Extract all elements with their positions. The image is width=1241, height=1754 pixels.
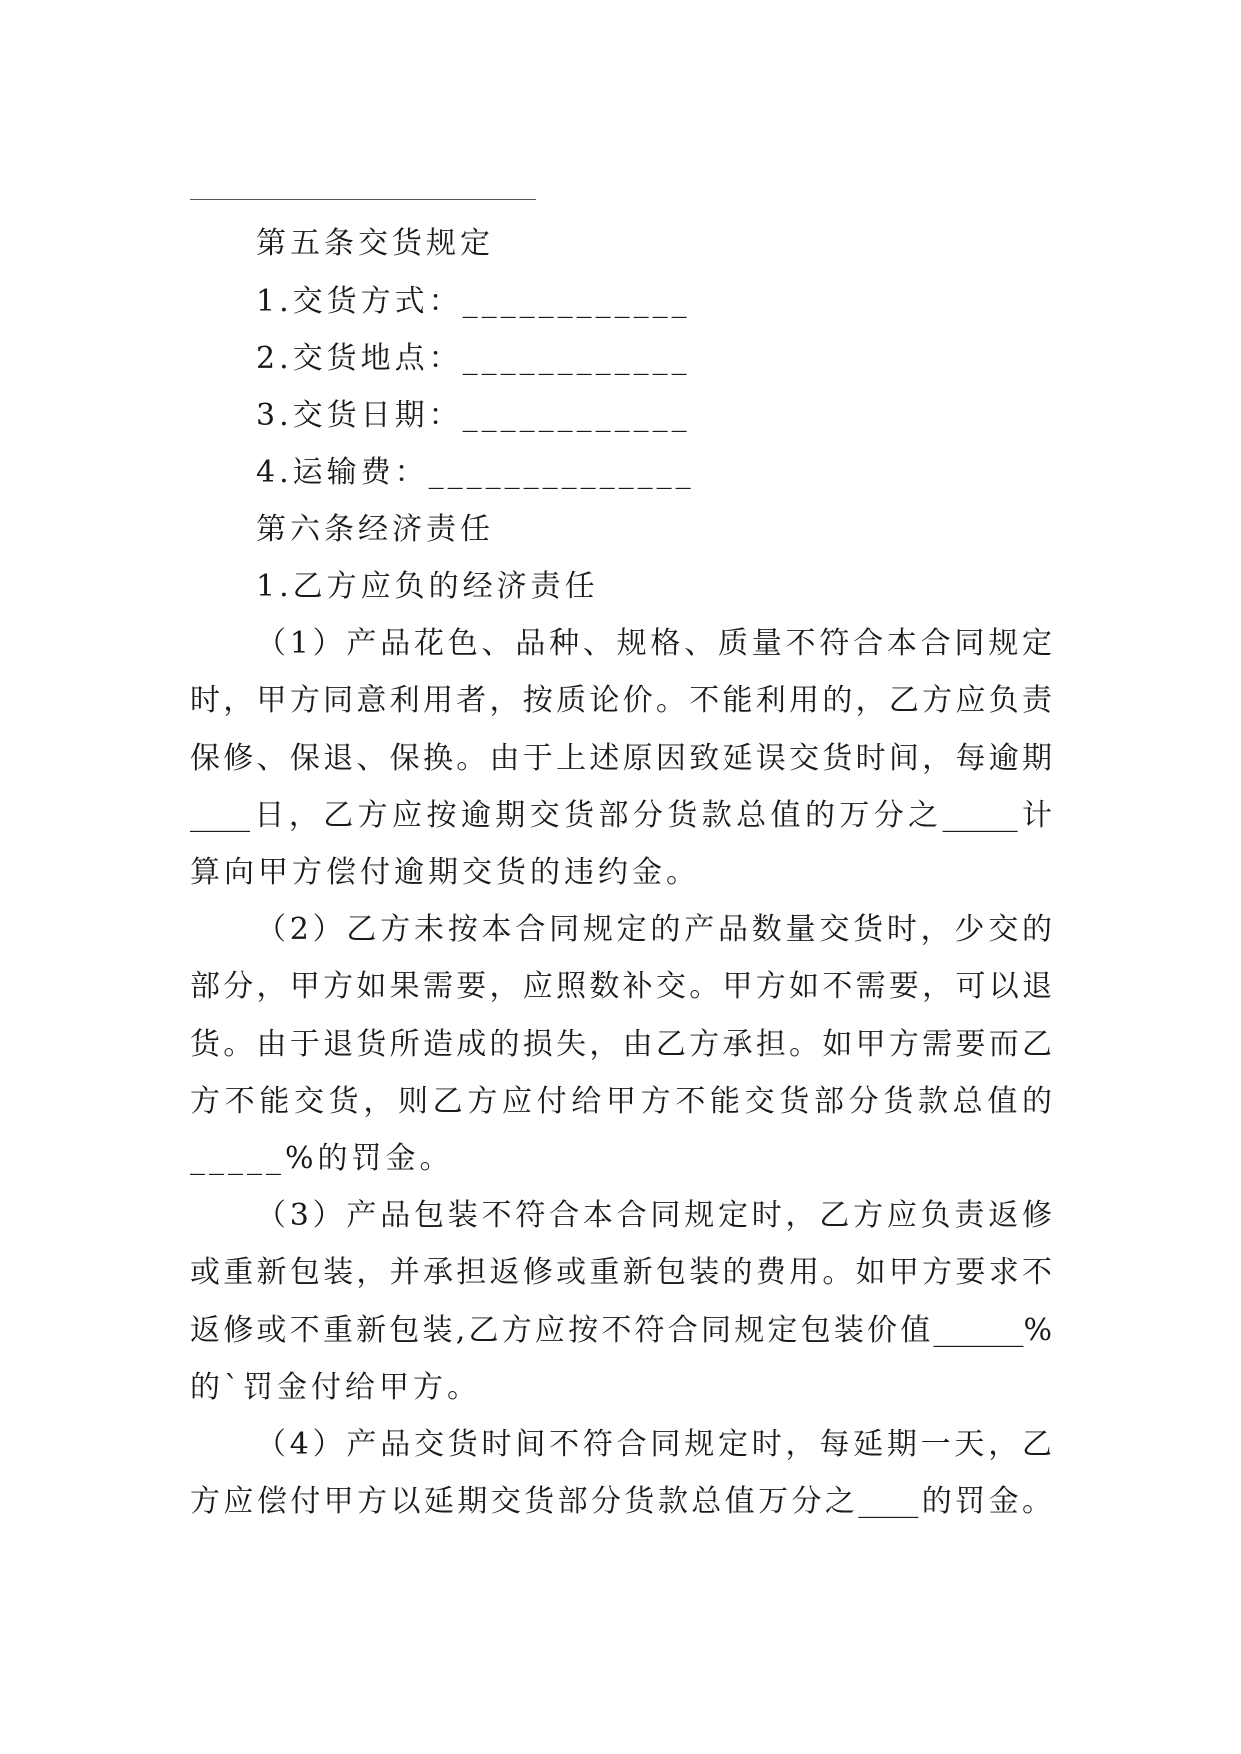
- clause-1-line-5: 算向甲方偿付逾期交货的违约金。: [190, 855, 700, 890]
- clause-3-line-4: 的`罚金付给甲方。: [190, 1370, 481, 1405]
- clause-3-line-2: 或重新包装，并承担返修或重新包装的费用。如甲方要求不: [190, 1255, 1052, 1290]
- clause-3-line-3: 返修或不重新包装,乙方应按不符合同规定包装价值______%: [190, 1313, 1052, 1348]
- delivery-date-line: 3.交货日期：____________: [256, 398, 691, 433]
- clause-2-line-1: （2）乙方未按本合同规定的产品数量交货时，少交的: [256, 912, 1052, 947]
- transport-fee-line: 4.运输费：______________: [256, 455, 695, 490]
- clause-1-line-4: ____日，乙方应按逾期交货部分货款总值的万分之_____计: [190, 798, 1052, 833]
- article-5-heading: 第五条交货规定: [256, 226, 494, 261]
- party-b-liability-heading: 1.乙方应负的经济责任: [256, 569, 599, 604]
- delivery-place-line: 2.交货地点：____________: [256, 341, 691, 376]
- clause-4-line-1: （4）产品交货时间不符合同规定时，每延期一天，乙: [256, 1427, 1052, 1462]
- clause-3-line-1: （3）产品包装不符合本合同规定时，乙方应负责返修: [256, 1198, 1052, 1233]
- article-6-heading: 第六条经济责任: [256, 512, 494, 547]
- clause-2-line-4: 方不能交货，则乙方应付给甲方不能交货部分货款总值的: [190, 1084, 1052, 1119]
- delivery-method-line: 1.交货方式：____________: [256, 284, 691, 319]
- clause-1-line-2: 时，甲方同意利用者，按质论价。不能利用的，乙方应负责: [190, 683, 1052, 718]
- clause-1-line-3: 保修、保退、保换。由于上述原因致延误交货时间，每逾期: [190, 741, 1052, 776]
- top-blank-line: [190, 199, 536, 200]
- clause-2-line-2: 部分，甲方如果需要，应照数补交。甲方如不需要，可以退: [190, 969, 1052, 1004]
- clause-1-line-1: （1）产品花色、品种、规格、质量不符合本合同规定: [256, 626, 1052, 661]
- clause-4-line-2: 方应偿付甲方以延期交货部分货款总值万分之____的罚金。: [190, 1484, 1052, 1519]
- clause-2-line-5: _____%的罚金。: [190, 1141, 454, 1176]
- clause-2-line-3: 货。由于退货所造成的损失，由乙方承担。如甲方需要而乙: [190, 1027, 1052, 1062]
